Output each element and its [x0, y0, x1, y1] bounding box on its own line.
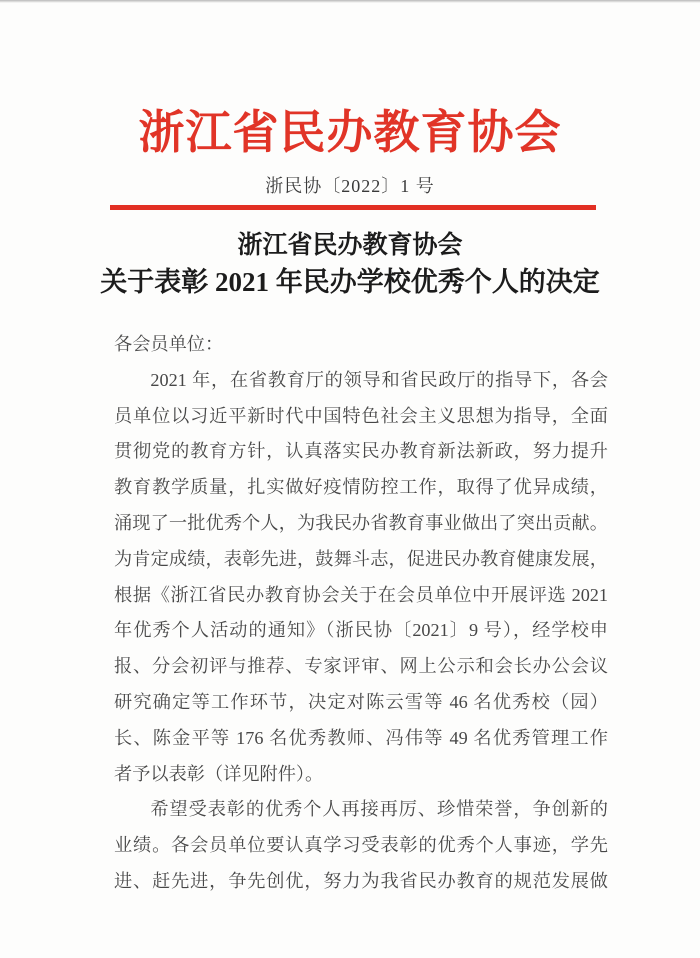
- body-line: 年优秀个人活动的通知》（浙民协〔2021〕9 号），经学校申: [114, 620, 608, 641]
- body-line: 根据《浙江省民办教育协会关于在会员单位中开展评选 2021: [114, 584, 608, 605]
- body-line: 涌现了一批优秀个人，为我民办省教育事业做出了突出贡献。: [114, 512, 608, 533]
- document-title-line-1: 浙江省民办教育协会: [237, 232, 463, 259]
- body-line: 贯彻党的教育方针，认真落实民办教育新法新政，努力提升: [114, 441, 608, 462]
- body-line: 希望受表彰的优秀个人再接再厉、珍惜荣誉，争创新的: [150, 799, 608, 820]
- salutation-line: 各会员单位：: [114, 334, 224, 354]
- body-line: 2021 年，在省教育厅的领导和省民政厅的指导下，各会: [150, 369, 608, 390]
- body-line: 业绩。各会员单位要认真学习受表彰的优秀个人事迹，学先: [114, 835, 608, 856]
- document-number: 浙民协〔2022〕1 号: [265, 176, 435, 196]
- scan-edge: [0, 0, 700, 3]
- red-divider-rule: [110, 205, 596, 210]
- body-line: 长、陈金平等 176 名优秀教师、冯伟等 49 名优秀管理工作: [114, 727, 608, 748]
- document-title: [0, 229, 700, 301]
- document-body: [114, 327, 608, 900]
- body-line: 者予以表彰（详见附件）。: [114, 763, 324, 784]
- body-line: 研究确定等工作环节，决定对陈云雪等 46 名优秀校（园）: [114, 691, 608, 712]
- document-title-line-2: 关于表彰 2021 年民办学校优秀个人的决定: [100, 267, 600, 297]
- body-line: 员单位以习近平新时代中国特色社会主义思想为指导，全面: [114, 405, 608, 426]
- body-line: 为肯定成绩，表彰先进，鼓舞斗志，促进民办教育健康发展，: [114, 548, 608, 569]
- body-line: 进、赶先进，争先创优，努力为我省民办教育的规范发展做: [114, 870, 608, 891]
- body-line: 报、分会初评与推荐、专家评审、网上公示和会长办公会议: [114, 656, 608, 677]
- letterhead-title: 浙江省民办教育协会: [138, 107, 562, 158]
- body-line: 教育教学质量，扎实做好疫情防控工作，取得了优异成绩，: [114, 477, 608, 498]
